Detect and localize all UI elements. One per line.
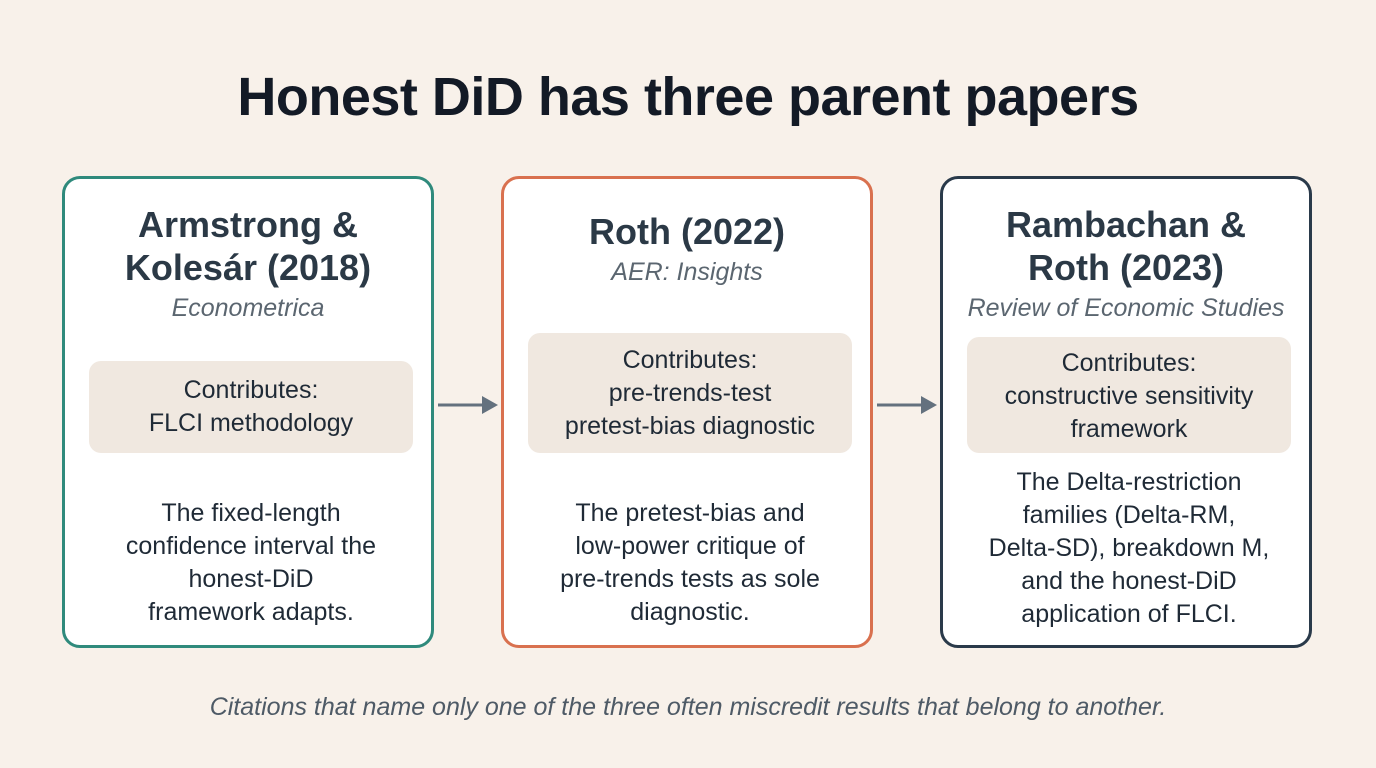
contribution-box — [528, 333, 852, 453]
paper-journal: Econometrica — [171, 294, 325, 322]
paper-description — [526, 497, 854, 629]
paper-title — [65, 203, 431, 289]
paper-title-line: Armstrong & — [137, 204, 358, 245]
description-line: application of FLCI. — [1021, 600, 1237, 628]
page-title: Honest DiD has three parent papers — [237, 67, 1139, 127]
paper-title-line: Roth (2022) — [588, 211, 786, 252]
contribution-line: pre-trends-test — [608, 379, 772, 407]
description-line: The fixed-length — [161, 499, 341, 527]
description-line: families (Delta-RM, — [1022, 501, 1236, 529]
description-line: Delta-SD), breakdown M, — [988, 534, 1270, 562]
description-line: diagnostic. — [630, 598, 750, 626]
contribution-line: FLCI methodology — [148, 409, 354, 437]
arrow-head — [482, 396, 498, 414]
paper-card-rambachan-roth — [940, 176, 1312, 648]
arrow-right-icon — [436, 394, 500, 416]
paper-title — [504, 210, 870, 253]
paper-journal: AER: Insights — [611, 258, 763, 286]
description-line: confidence interval the — [125, 532, 377, 560]
description-line: framework adapts. — [148, 598, 354, 626]
paper-description — [965, 466, 1293, 631]
description-line: low-power critique of — [575, 532, 805, 560]
description-line: The pretest-bias and — [575, 499, 805, 527]
paper-card-armstrong-kolesar — [62, 176, 434, 648]
paper-title-line: Roth (2023) — [1027, 247, 1225, 288]
contribution-line: constructive sensitivity — [1004, 382, 1254, 410]
description-line: and the honest-DiD — [1021, 567, 1237, 595]
contribution-line: framework — [1070, 415, 1188, 443]
footer-caption: Citations that name only one of the three often miscredit results that belong to another. — [209, 693, 1167, 721]
contribution-box — [967, 337, 1291, 453]
contribution-line: Contributes: — [622, 346, 758, 374]
arrow-head — [921, 396, 937, 414]
paper-journal: Review of Economic Studies — [967, 294, 1285, 322]
description-line: The Delta-restriction — [1016, 468, 1242, 496]
contribution-line: Contributes: — [1061, 349, 1197, 377]
description-line: pre-trends tests as sole — [560, 565, 820, 593]
description-line: honest-DiD — [188, 565, 314, 593]
paper-description — [87, 497, 415, 629]
contribution-line: pretest-bias diagnostic — [564, 412, 816, 440]
paper-title-line: Kolesár (2018) — [124, 247, 372, 288]
paper-card-roth-2022 — [501, 176, 873, 648]
paper-title — [943, 203, 1309, 289]
contribution-line: Contributes: — [183, 376, 319, 404]
arrow-right-icon — [875, 394, 939, 416]
contribution-box — [89, 361, 413, 453]
paper-title-line: Rambachan & — [1005, 204, 1247, 245]
